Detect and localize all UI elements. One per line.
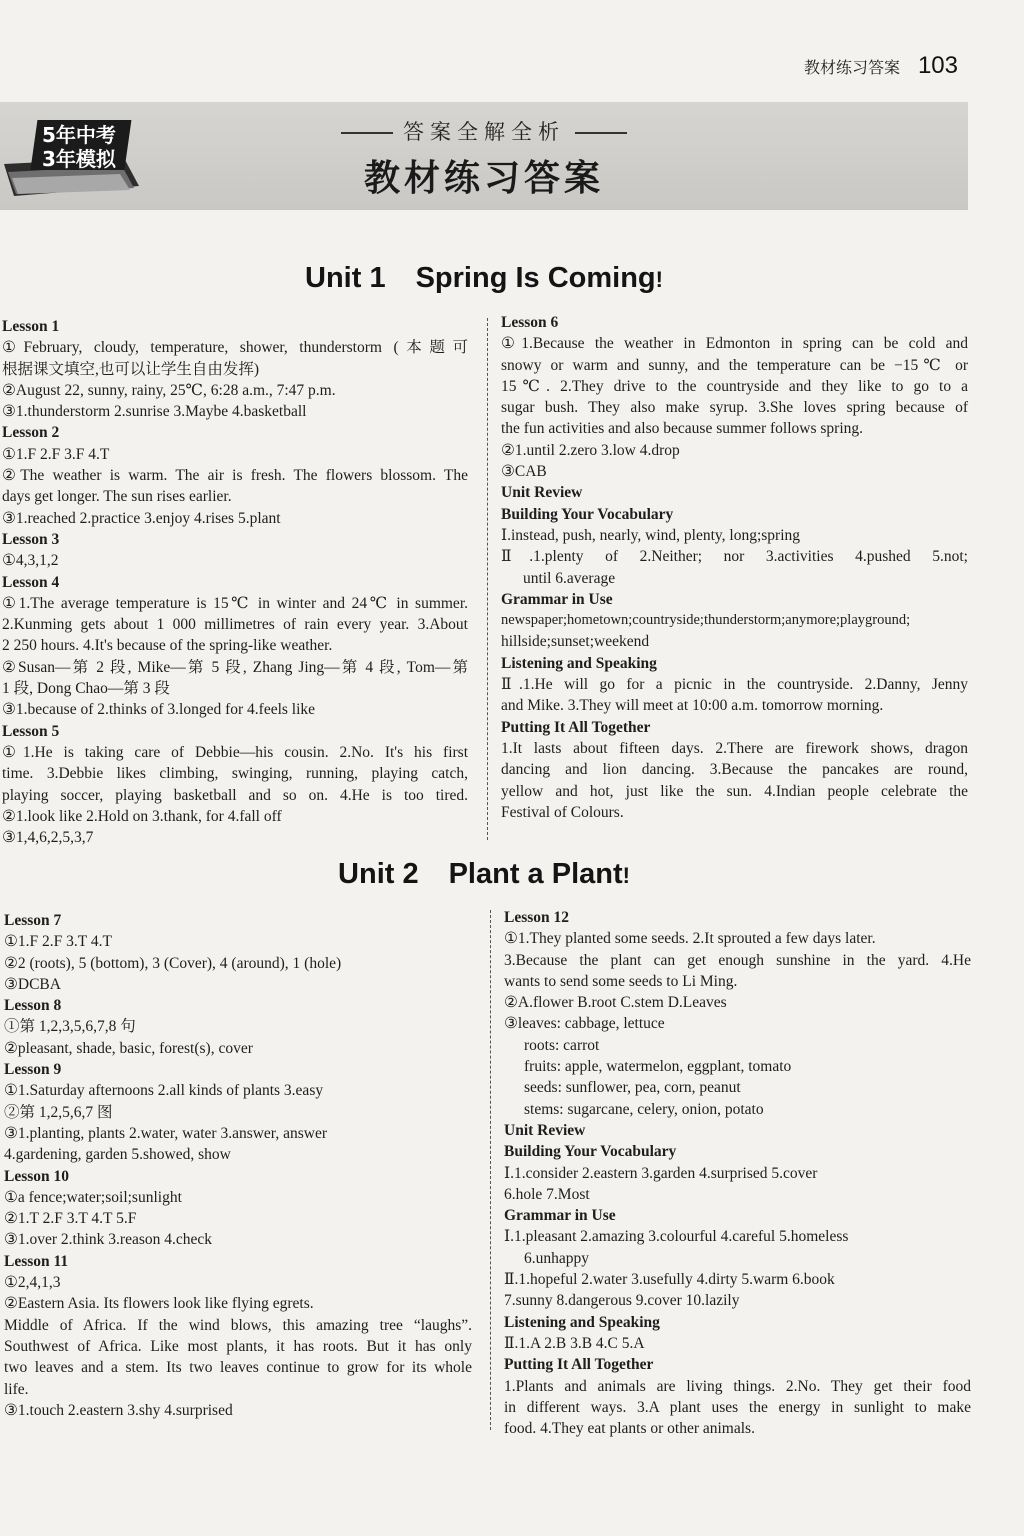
answer-line: the fun activities and also because summer follows spring.	[501, 420, 864, 438]
answer-line: ③1.reached 2.practice 3.enjoy 4.rises 5.plant	[2, 509, 281, 527]
lesson-heading: Lesson 9	[4, 1061, 62, 1079]
answer-line: food. 4.They eat plants or other animals.	[504, 1420, 755, 1438]
answer-line: ②第 1,2,5,6,7 图	[4, 1103, 113, 1121]
answer-line: 15℃. 2.They drive to the countryside and they like to go to a	[501, 377, 968, 395]
answer-line: ②Eastern Asia. Its flowers look like flying egrets.	[4, 1295, 314, 1313]
answer-line: ③1.over 2.think 3.reason 4.check	[4, 1231, 213, 1249]
lesson-heading: Lesson 2	[2, 424, 60, 442]
answer-line: ①第 1,2,3,5,6,7,8 句	[4, 1018, 136, 1036]
answer-line: ③1.touch 2.eastern 3.shy 4.surprised	[4, 1401, 233, 1419]
answer-line: 1 段, Dong Chao—第 3 段	[2, 680, 170, 698]
running-header	[804, 52, 958, 80]
lesson-heading: Lesson 11	[4, 1252, 69, 1270]
answer-line: 1.It lasts about fifteen days. 2.There are firework shows, dragon	[501, 739, 968, 757]
lesson-heading: Lesson 5	[2, 722, 60, 740]
answer-line: newspaper;hometown;countryside;thunderstorm;anymore;playground;	[501, 612, 911, 629]
running-title: 教材练习答案	[803, 57, 900, 77]
unit2-mark: !	[622, 863, 630, 888]
lesson-heading: Lesson 6	[501, 314, 559, 331]
answer-line: ③1.planting, plants 2.water, water 3.answer, answer	[4, 1124, 327, 1142]
lesson-heading: Lesson 10	[4, 1167, 70, 1185]
answer-line: fruits: apple, watermelon, eggplant, tomato	[524, 1058, 792, 1076]
lesson-heading: Lesson 12	[504, 909, 570, 926]
logo-text-1: 5年中考	[42, 123, 116, 147]
section-heading: Building Your Vocabulary	[501, 505, 674, 523]
answer-line: ②A.flower B.root C.stem D.Leaves	[504, 994, 727, 1012]
unit1-title	[0, 262, 968, 295]
section-heading: Unit Review	[504, 1121, 586, 1139]
unit1-number: Unit 1	[305, 262, 386, 294]
answer-line: ①1.He is taking care of Debbie—his cousin. 2.No. It's his first	[2, 743, 468, 761]
unit2-left-column	[4, 910, 472, 1421]
answer-line: ②2 (roots), 5 (bottom), 3 (Cover), 4 (around), 1 (hole)	[4, 954, 342, 972]
answer-line: ①1.Saturday afternoons 2.all kinds of plants 3.easy	[4, 1082, 324, 1100]
answer-line: ①4,3,1,2	[2, 552, 59, 570]
answer-line: wants to send some seeds to Li Ming.	[504, 972, 738, 990]
page-number: 103	[917, 52, 958, 79]
answer-line: ①2,4,1,3	[4, 1274, 61, 1292]
section-heading: Grammar in Use	[504, 1207, 616, 1225]
answer-line: yellow and hot, just like the sun. 4.Indian people celebrate the	[501, 782, 968, 800]
answer-line: Middle of Africa. If the wind blows, this amazing tree “laughs”.	[4, 1316, 472, 1334]
answer-line: ①1.F 2.F 3.F 4.T	[2, 445, 110, 463]
answer-line: Festival of Colours.	[501, 803, 624, 821]
answer-line: hillside;sunset;weekend	[501, 633, 650, 651]
answer-line: ②August 22, sunny, rainy, 25℃, 6:28 a.m., 7:47 p.m.	[2, 381, 336, 399]
answer-line: ①February, cloudy, temperature, shower, thunderstorm (本题可	[2, 339, 468, 357]
answer-line: ①1.The average temperature is 15℃ in winter and 24℃ in summer.	[2, 594, 468, 612]
answer-line: ②The weather is warm. The air is fresh. The flowers blossom. The	[2, 467, 468, 485]
unit2-name: Plant a Plant	[448, 858, 623, 890]
answer-line: ①a fence;water;soil;sunlight	[4, 1188, 182, 1206]
answer-line: ③1,4,6,2,5,3,7	[2, 829, 94, 847]
answer-line: ①1.F 2.F 3.T 4.T	[4, 933, 112, 951]
unit2-right-column	[504, 907, 971, 1439]
section-heading: Unit Review	[501, 484, 583, 502]
section-heading: Putting It All Together	[504, 1356, 654, 1374]
answer-line: 2.Kunming gets about 1 000 millimetres of rain every year. 3.About	[2, 616, 468, 634]
unit2-number: Unit 2	[338, 858, 419, 890]
answer-line: ①1.They planted some seeds. 2.It sprouted a few days later.	[504, 930, 876, 948]
section-heading: Grammar in Use	[501, 590, 613, 608]
answer-line: ②1.until 2.zero 3.low 4.drop	[501, 441, 680, 459]
answer-line: Ⅰ.1.pleasant 2.amazing 3.colourful 4.careful 5.homeless	[504, 1228, 849, 1246]
answer-line: ②Susan—第 2 段, Mike—第 5 段, Zhang Jing—第 4 段, Tom—第	[2, 658, 468, 676]
unit1-mark: !	[655, 267, 663, 292]
answer-line: and Mike. 3.They will meet at 10:00 a.m. tomorrow morning.	[501, 697, 884, 715]
answer-line: two leaves and a stem. Its two leaves continue to grow for its whole	[4, 1359, 472, 1377]
banner-subtitle-text: 答案全解全析	[403, 120, 565, 144]
answer-line: stems: sugarcane, celery, onion, potato	[524, 1100, 764, 1118]
answer-line: 6.hole 7.Most	[504, 1185, 590, 1203]
answer-line: 6.unhappy	[524, 1249, 590, 1267]
subtitle-rule-left	[341, 132, 393, 134]
answer-line: Ⅱ.1.hopeful 2.water 3.usefully 4.dirty 5.warm 6.book	[504, 1271, 835, 1289]
answer-line: sugar bush. They also make syrup. 3.She loves spring because of	[501, 399, 968, 417]
section-banner	[0, 102, 968, 210]
answer-line: days get longer. The sun rises earlier.	[2, 488, 232, 506]
unit1-name: Spring Is Coming	[415, 262, 656, 294]
unit2-title	[0, 858, 968, 891]
answer-line: 1.Plants and animals are living things. 2.No. They get their food	[504, 1377, 971, 1395]
logo-text-2: 3年模拟	[42, 147, 116, 171]
answer-line: life.	[4, 1380, 29, 1398]
answer-line: ③1.because of 2.thinks of 3.longed for 4.feels like	[2, 701, 316, 719]
answer-line: snowy or warm and sunny, and the temperature can be −15℃ or	[501, 356, 968, 374]
unit1-left-column	[2, 316, 468, 848]
column-divider	[490, 910, 491, 1430]
answer-line: ③DCBA	[4, 975, 61, 993]
answer-line: 4.gardening, garden 5.showed, show	[4, 1146, 231, 1164]
answer-line: 根据课文填空,也可以让学生自由发挥)	[2, 360, 260, 378]
answer-line: Ⅱ.1.He will go for a picnic in the countryside. 2.Danny, Jenny	[501, 676, 968, 694]
lesson-heading: Lesson 1	[2, 318, 60, 335]
answer-line: Ⅱ.1.A 2.B 3.B 4.C 5.A	[504, 1334, 645, 1352]
section-heading: Listening and Speaking	[504, 1313, 660, 1331]
banner-subtitle	[0, 116, 968, 146]
lesson-heading: Lesson 4	[2, 573, 60, 591]
answer-line: 3.Because the plant can get enough sunshine in the yard. 4.He	[504, 951, 971, 969]
answer-line: ②1.look like 2.Hold on 3.thank, for 4.fall off	[2, 807, 282, 825]
section-heading: Putting It All Together	[501, 718, 651, 736]
answer-line: in different ways. 3.A plant uses the energy in sunlight to make	[504, 1398, 971, 1416]
section-heading: Building Your Vocabulary	[504, 1143, 677, 1161]
answer-line: 7.sunny 8.dangerous 9.cover 10.lazily	[504, 1292, 740, 1310]
answer-line: ②1.T 2.F 3.T 4.T 5.F	[4, 1210, 137, 1228]
lesson-heading: Lesson 7	[4, 912, 62, 929]
answer-line: seeds: sunflower, pea, corn, peanut	[524, 1079, 741, 1097]
lesson-heading: Lesson 8	[4, 997, 62, 1015]
answer-line: Ⅰ.1.consider 2.eastern 3.garden 4.surprised 5.cover	[504, 1164, 818, 1182]
answer-line: ②pleasant, shade, basic, forest(s), cover	[4, 1039, 253, 1057]
banner-title: 教材练习答案	[363, 158, 604, 199]
answer-line: Ⅱ.1.plenty of 2.Neither; nor 3.activities 4.pushed 5.not;	[501, 548, 968, 566]
answer-line: dancing and lion dancing. 3.Because the pancakes are round,	[501, 761, 968, 779]
answer-line: 2 250 hours. 4.It's because of the spring-like weather.	[2, 637, 333, 655]
column-divider	[487, 318, 488, 840]
answer-line: ③CAB	[501, 463, 547, 481]
answer-line: time. 3.Debbie likes climbing, swinging, running, playing catch,	[2, 765, 468, 783]
answer-line: playing soccer, playing basketball and so on. 4.He is too tired.	[2, 786, 468, 804]
unit1-right-column	[501, 312, 968, 823]
lesson-heading: Lesson 3	[2, 530, 60, 548]
section-heading: Listening and Speaking	[501, 654, 657, 672]
answer-line: Southwest of Africa. Like most plants, it has roots. But it has only	[4, 1337, 472, 1355]
subtitle-rule-right	[575, 132, 627, 134]
answer-line: roots: carrot	[524, 1036, 600, 1054]
answer-line: ③leaves: cabbage, lettuce	[504, 1015, 665, 1033]
answer-line: ③1.thunderstorm 2.sunrise 3.Maybe 4.basketball	[2, 403, 307, 421]
answer-line: ①1.Because the weather in Edmonton in spring can be cold and	[501, 335, 968, 353]
answer-line: until 6.average	[523, 569, 616, 587]
answer-line: Ⅰ.instead, push, nearly, wind, plenty, long;spring	[501, 526, 801, 544]
